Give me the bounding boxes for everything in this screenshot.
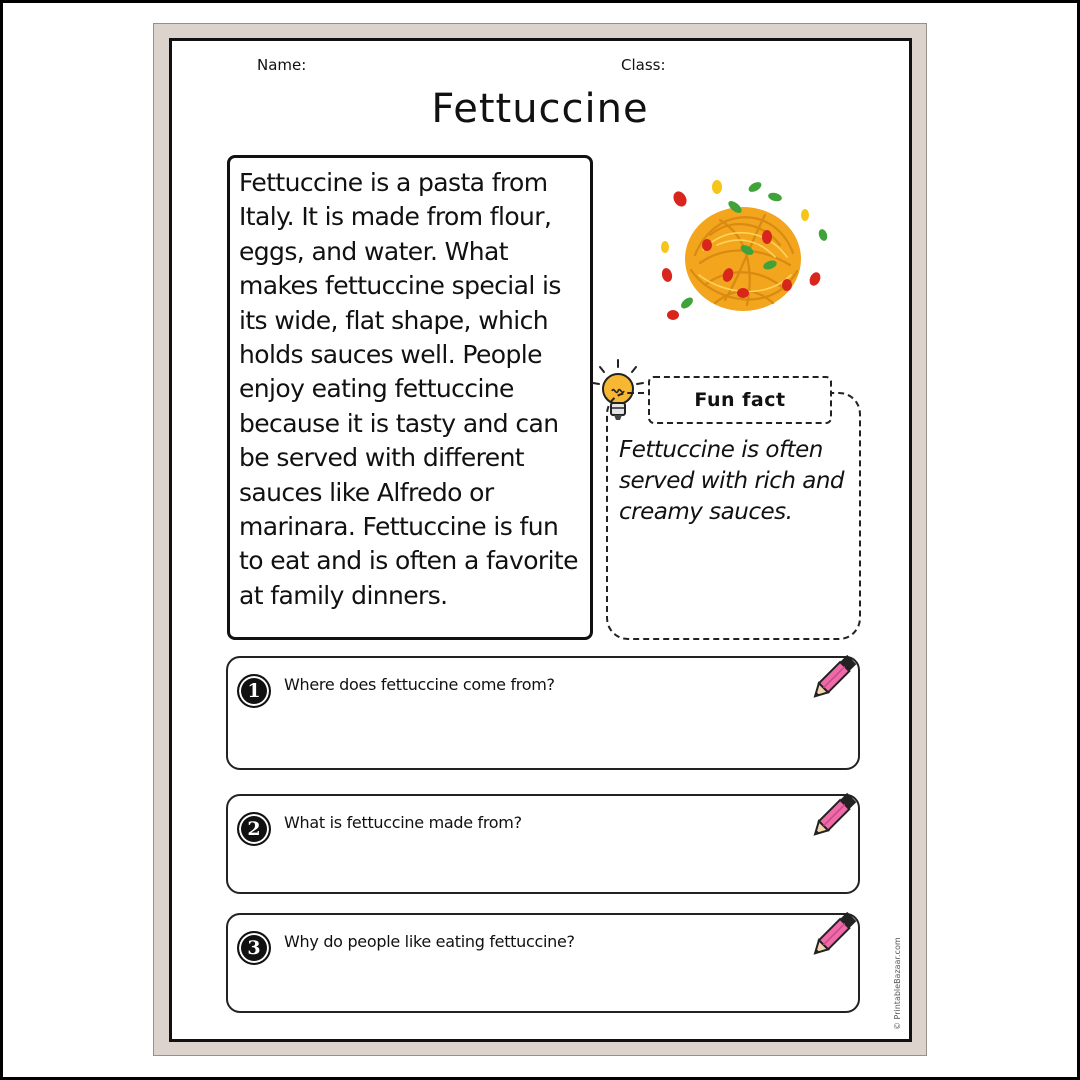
question-text: Why do people like eating fettuccine? <box>284 932 575 951</box>
question-number-badge: 1 <box>237 674 271 708</box>
question-answer-box-3[interactable] <box>226 913 860 1013</box>
reading-passage-box <box>227 155 593 640</box>
pasta-picture <box>655 175 830 335</box>
copyright-text: © PrintableBazaar.com <box>893 937 902 1030</box>
question-answer-box-2[interactable] <box>226 794 860 894</box>
question-number-badge: 3 <box>237 931 271 965</box>
name-label: Name: <box>257 56 307 74</box>
pencil-icon <box>812 905 864 957</box>
pencil-icon <box>812 648 864 700</box>
question-number-badge: 2 <box>237 812 271 846</box>
question-text: What is fettuccine made from? <box>284 813 522 832</box>
page-title: Fettuccine <box>431 86 649 132</box>
pencil-icon <box>812 786 864 838</box>
fun-fact-text: Fettuccine is often served with rich and creamy sauces. <box>619 437 845 525</box>
fun-fact-heading: Fun fact <box>648 376 832 424</box>
question-text: Where does fettuccine come from? <box>284 675 555 694</box>
reading-passage-text: Fettuccine is a pasta from Italy. It is made from flour, eggs, and water. What makes fettuccine special is its wide, flat shape, which holds sauces well. People enjoy eating fettuccine because it is tasty and can be served with different sauces like Alfredo or marinara. Fettuccine is fun to eat and is often a favorite at family dinners. <box>239 168 578 610</box>
class-label: Class: <box>621 56 666 74</box>
question-answer-box-1[interactable] <box>226 656 860 770</box>
